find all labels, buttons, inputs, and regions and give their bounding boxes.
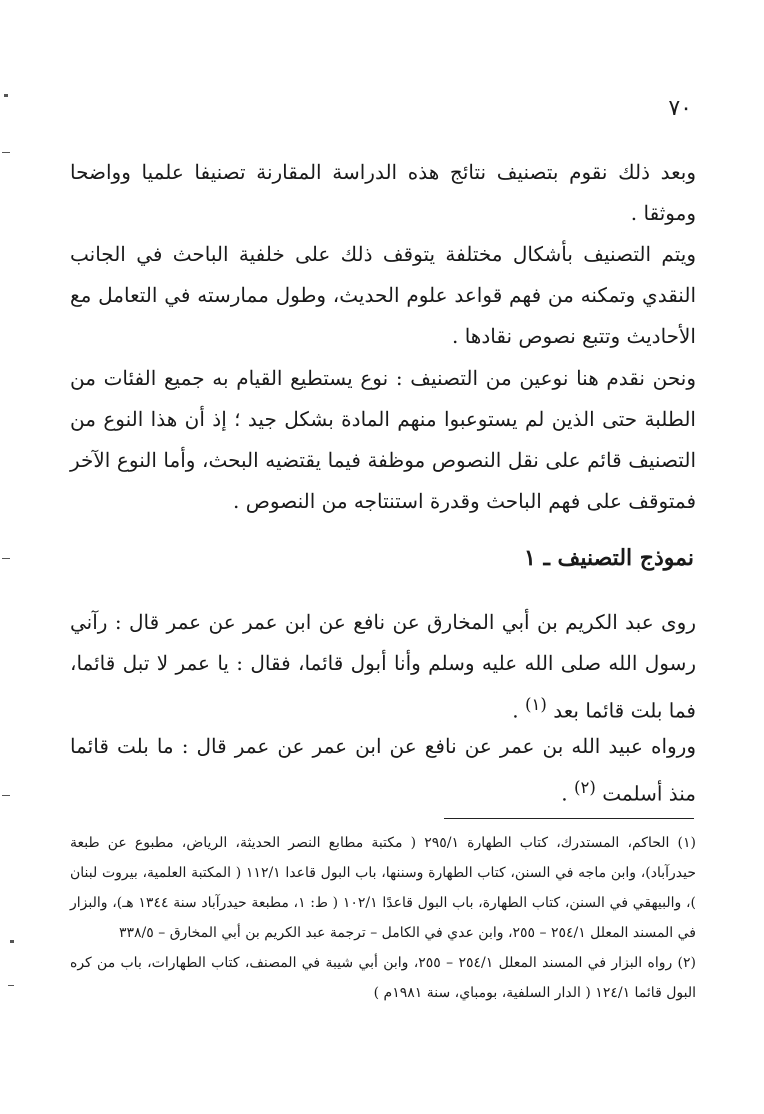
footnotes bbox=[70, 828, 696, 1008]
narration-2 bbox=[70, 726, 696, 815]
paragraph-text: ويتم التصنيف بأشكال مختلفة يتوقف ذلك على خلفية الباحث في الجانب النقدي وتمكنه من فهم قواعد علوم الحديث، وطول ممارسته في التعامل مع الأحاديث وتتبع نصوص نقادها . bbox=[70, 242, 696, 348]
page-number: ٧٠ bbox=[668, 96, 692, 121]
narration-end: . bbox=[512, 698, 525, 723]
narration-1 bbox=[70, 602, 696, 732]
footnote-separator bbox=[444, 818, 694, 819]
scan-margin-mark bbox=[2, 795, 10, 796]
paragraph-text: وبعد ذلك نقوم بتصنيف نتائج هذه الدراسة المقارنة تصنيفا علميا وواضحا وموثقا . bbox=[70, 160, 696, 225]
narration-body: ورواه عبيد الله بن عمر عن نافع عن ابن عمر عن عمر قال : ما بلت قائما منذ أسلمت bbox=[70, 734, 696, 806]
paragraph-classification-intro bbox=[70, 152, 696, 234]
scan-margin-mark bbox=[10, 940, 14, 943]
footnote-ref: (١) bbox=[524, 695, 547, 714]
scan-margin-mark bbox=[2, 152, 10, 153]
narration-text bbox=[70, 726, 696, 815]
paragraph-classification-types bbox=[70, 358, 696, 522]
section-heading: نموذج التصنيف ـ ١ bbox=[523, 545, 694, 571]
scan-margin-mark bbox=[8, 985, 14, 986]
narration-end: . bbox=[561, 781, 574, 806]
footnote-2: (٢) رواه البزار في المسند المعلل ٢٥٤/١ – ٢٥٥، وابن أبي شيبة في المصنف، كتاب الطهارات، باب من كره البول قائما ١٢٤/١ ( الدار السلفية، بومباي، سنة ١٩٨١م ) bbox=[70, 955, 697, 1001]
footnote-1: (١) الحاكم، المستدرك، كتاب الطهارة ٢٩٥/١ ( مكتبة مطابع النصر الحديثة، الرياض، مطبوع عن طبعة حيدرآباد)، وابن ماجه في السنن، كتاب الطهارة وسننها، باب البول قاعدا ١١٢/١ ( المكتبة العلمية، بيروت لبنان )، والبيهقي في السنن، كتاب الطهارة، باب البول قاعدًا ١٠٢/١ ( ط: ١، مطبعة حيدرآباد سنة ١٣٤٤ هـ)، والبزار في المسند المعلل ٢٥٤/١ – ٢٥٥، وابن عدي في الكامل – ترجمة عبد الكريم بن أبي المخارق – ٣٣٨/٥ bbox=[70, 835, 696, 941]
scan-margin-mark bbox=[4, 94, 8, 97]
narration-text bbox=[70, 602, 696, 732]
paragraph-classification-methods bbox=[70, 234, 696, 357]
narration-body: روى عبد الكريم بن أبي المخارق عن نافع عن ابن عمر عن عمر قال : رآني رسول الله صلى الله عليه وسلم وأنا أبول قائما، فقال : يا عمر لا تبل قائما، فما بلت قائما بعد bbox=[70, 610, 696, 723]
footnote-ref: (٢) bbox=[573, 778, 596, 797]
paragraph-text: ونحن نقدم هنا نوعين من التصنيف : نوع يستطيع القيام به جميع الفئات من الطلبة حتى الذين لم يستوعبوا منهم المادة بشكل جيد ؛ إذ أن هذا النوع من التصنيف قائم على نقل النصوص موظفة فيما يقتضيه البحث، وأما النوع الآخر فمتوقف على فهم الباحث وقدرة استنتاجه من النصوص . bbox=[70, 366, 696, 513]
scan-margin-mark bbox=[2, 558, 10, 559]
